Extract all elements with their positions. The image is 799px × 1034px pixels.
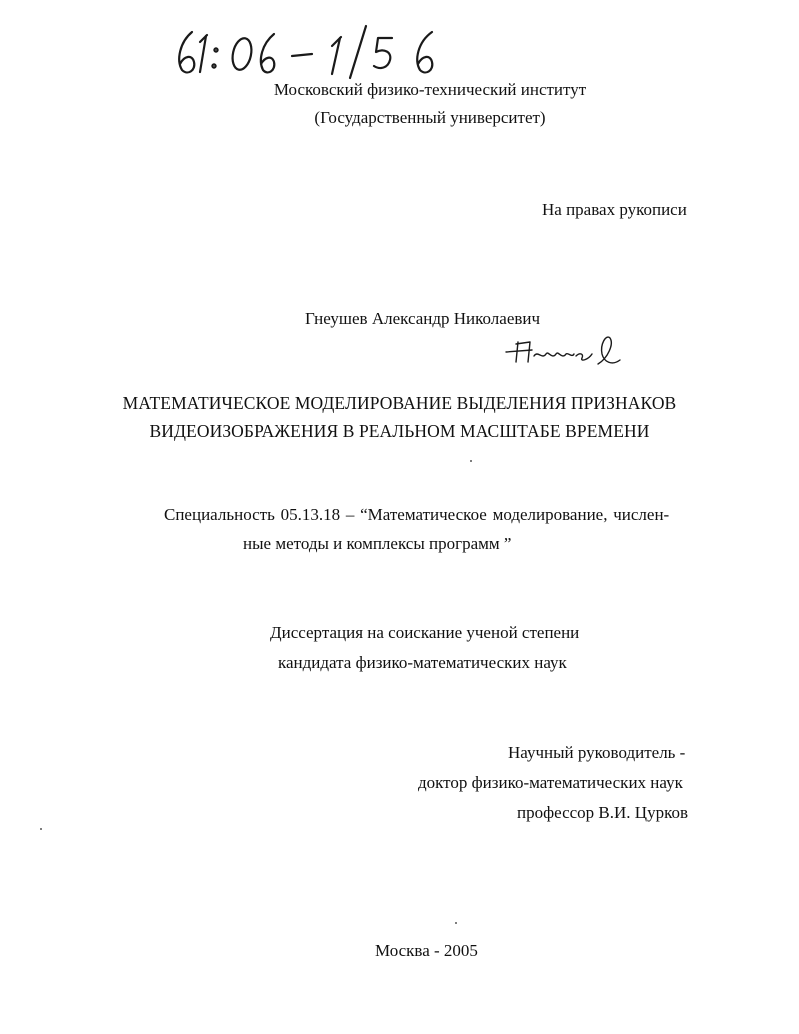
scan-speck xyxy=(470,460,472,462)
author-signature xyxy=(502,334,622,374)
dissertation-title-line-2: ВИДЕОИЗОБРАЖЕНИЯ В РЕАЛЬНОМ МАСШТАБЕ ВРЕМЕНИ xyxy=(149,421,650,441)
scan-speck xyxy=(40,828,42,830)
dissertation-degree-line-1: Диссертация на соискание ученой степени xyxy=(270,623,580,642)
specialty-line-2: ные методы и комплексы программ ” xyxy=(243,534,512,553)
specialty-line-1: Специальность 05.13.18 – “Математическое моделирование, числен- xyxy=(164,505,670,524)
supervisor-role: Научный руководитель - xyxy=(508,743,686,762)
supervisor-degree: доктор физико-математических наук xyxy=(418,773,683,792)
dissertation-title-line-1: МАТЕМАТИЧЕСКОЕ МОДЕЛИРОВАНИЕ ВЫДЕЛЕНИЯ ПРИЗНАКОВ xyxy=(122,393,677,413)
manuscript-rights: На правах рукописи xyxy=(542,200,687,219)
institute-status: (Государственный университет) xyxy=(314,108,546,127)
supervisor-name: профессор В.И. Цурков xyxy=(517,803,688,822)
city-year: Москва - 2005 xyxy=(375,941,478,960)
scan-speck xyxy=(455,922,457,924)
handwritten-call-number xyxy=(170,20,480,80)
author-name: Гнеушев Александр Николаевич xyxy=(305,309,541,328)
institute-name: Московский физико-технический институт xyxy=(273,80,587,99)
dissertation-degree-line-2: кандидата физико-математических наук xyxy=(278,653,567,672)
